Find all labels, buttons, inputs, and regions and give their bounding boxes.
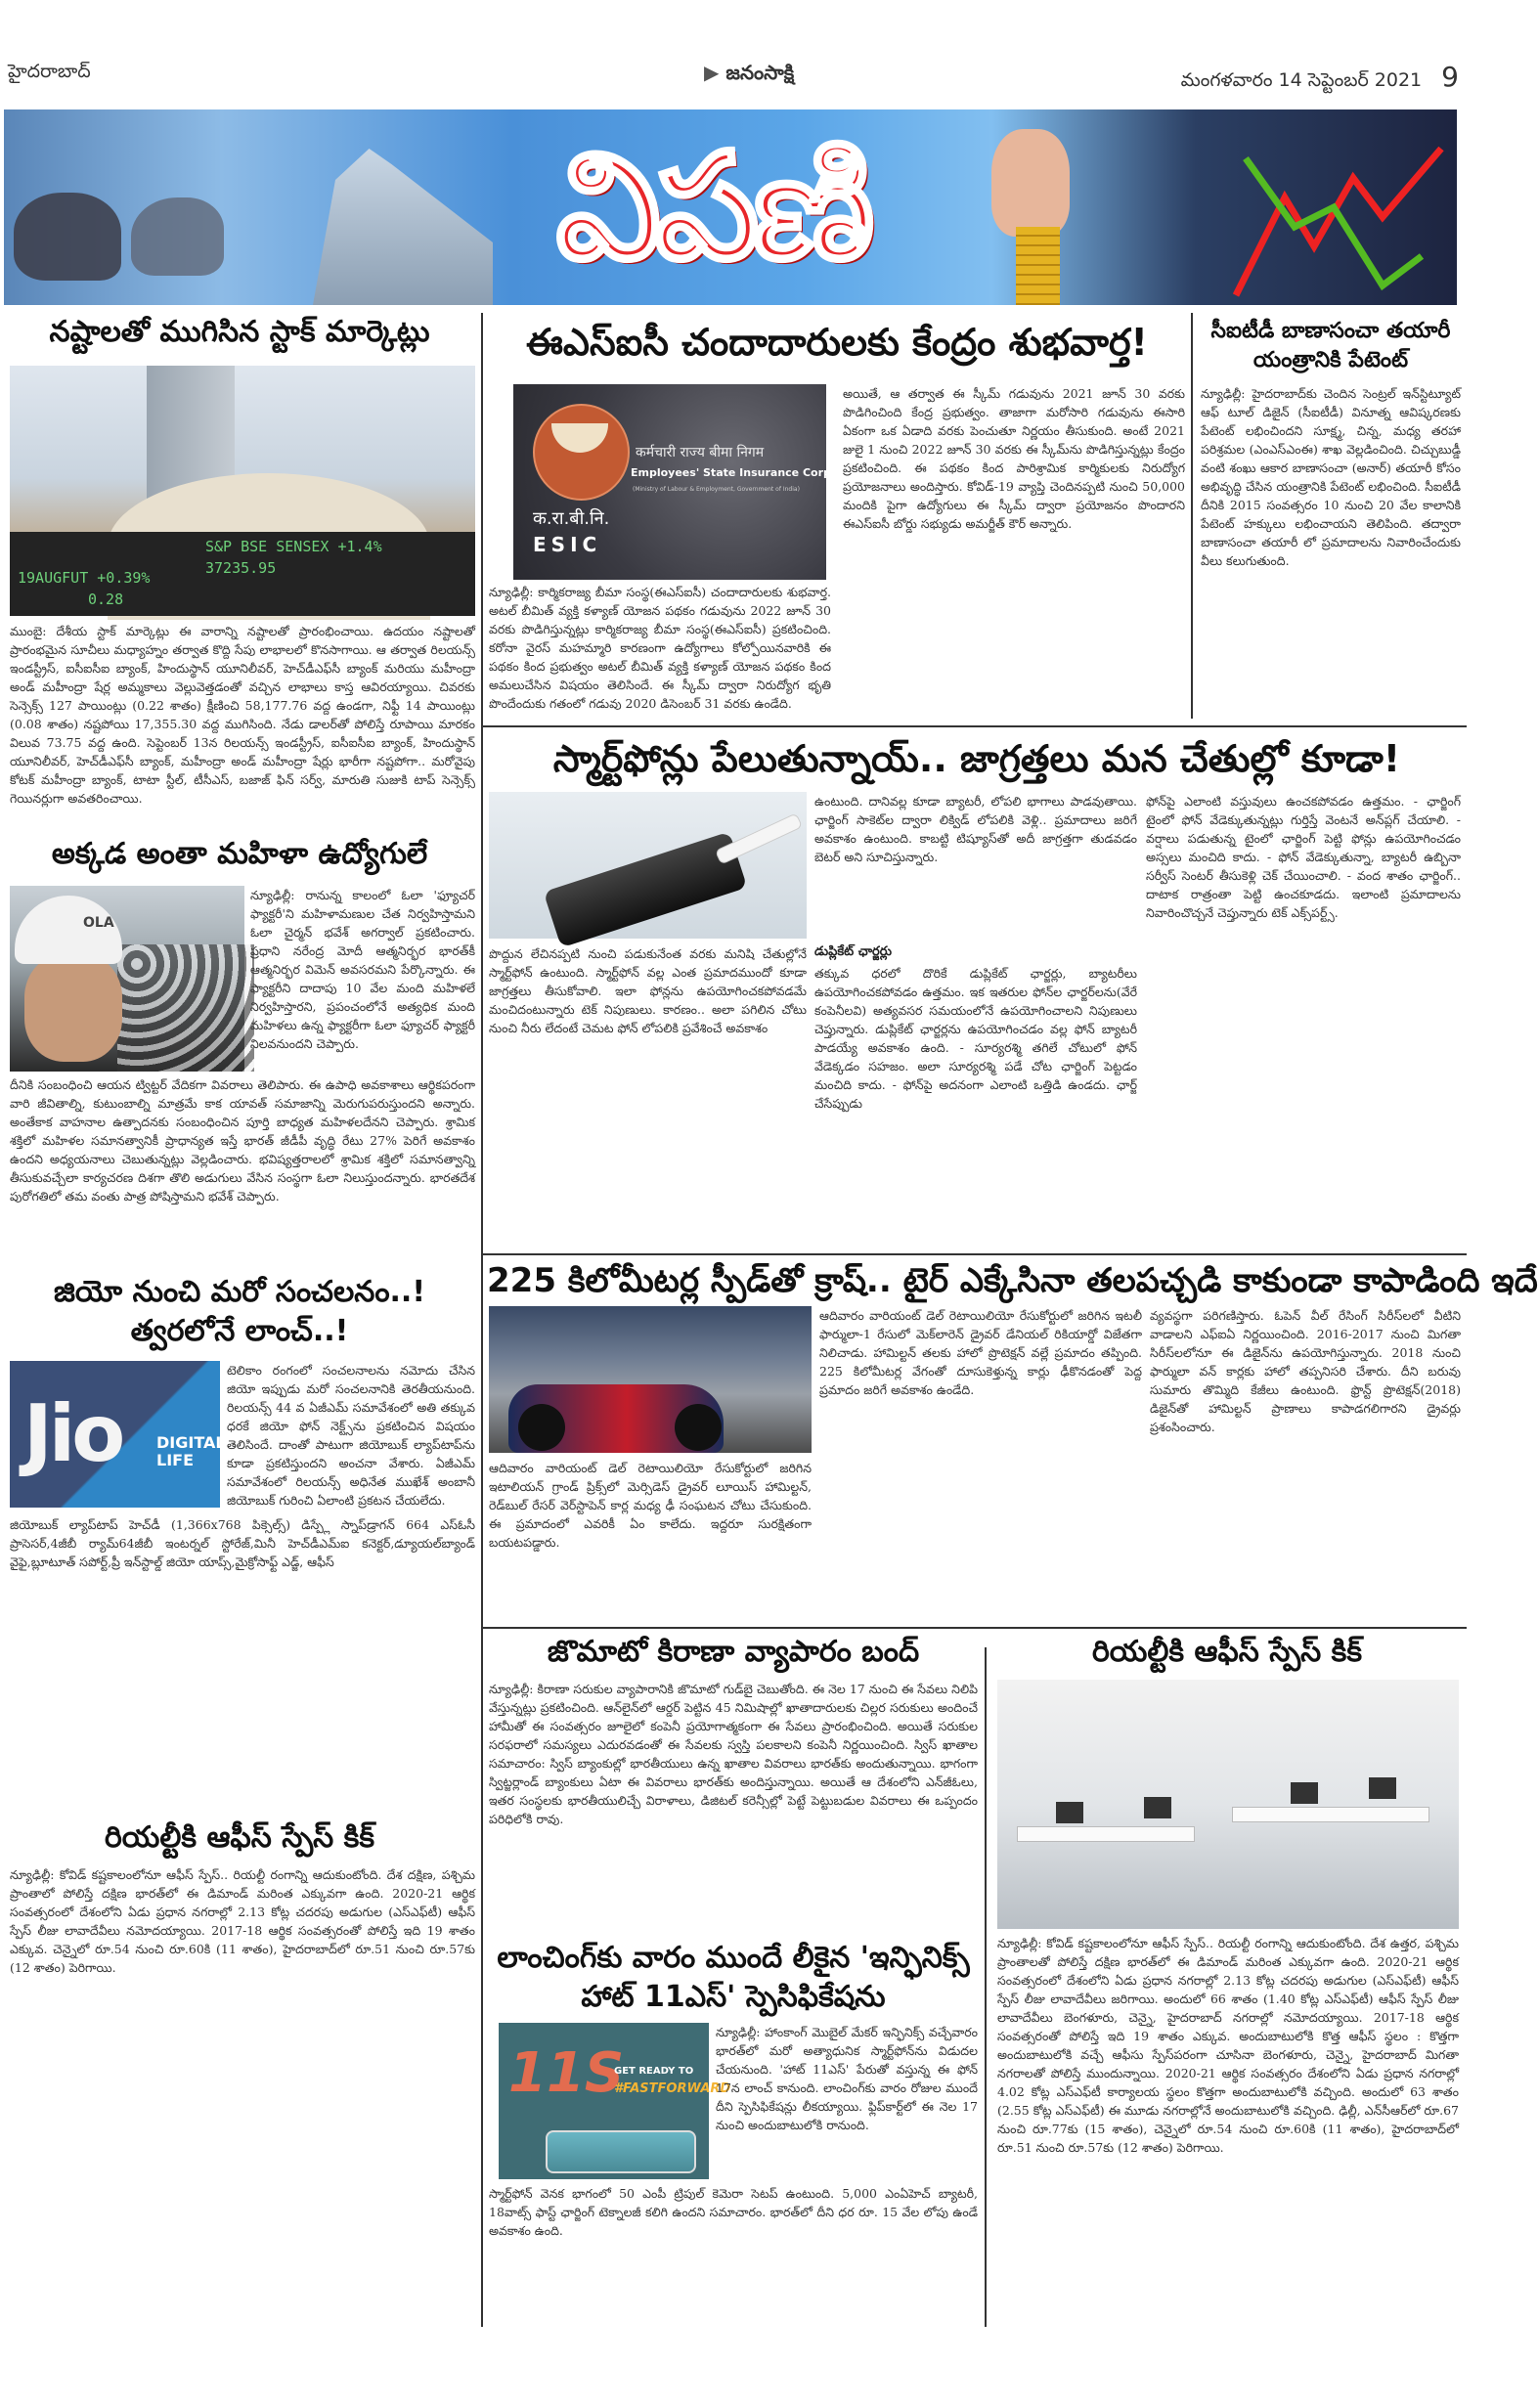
infinix-ad-image <box>499 2023 731 2179</box>
f1-body-col3: వ్యవస్థగా పరిగణిస్తారు. ఓపెన్ వీల్ రేసింగ్ సిరీస్‌లలో వీటిని వాడాలని ఎఫ్ఐఏ నిర్ణయించింది. 2016-2017 నుంచి మిగతా సిరీస్‌లలోనూ ఈ డిజైన్‌ను ఉపయోగిస్తున్నారు. 2018 నుంచి ఫార్ములా వన్ కార్లకు హాలో తప్పనిసరి చేశారు. దీని బరువు సుమారు తొమ్మిది కేజీలు ఉంటుంది. ఫ్రొన్ట్ ప్రొటెక్షన్(2018) డిజైన్‌తో హామిల్టన్ ప్రాణాలు కాపాడగలిగారని డ్రైవర్లు ప్రశంసించారు. <box>1150 1308 1461 1434</box>
esic-hindi-title: कर्मचारी राज्य बीमा निगम <box>636 445 765 460</box>
jio-body-right: టెలికాం రంగంలో సంచలనాలను నమోదు చేసిన జియో ఇప్పుడు మరో సంచలనానికి తెరతీయనుంది. రిలయన్స్ 44 వ ఏజీఎమ్ సమావేశంలో అతి తక్కువ ధరకే జియో ఫోన్ నెక్ట్స్‌ను ప్రకటించిన విషయం తెలిసిందే. దాంతో పాటుగా జియోబుక్ ల్యాప్‌టాప్‌ను కూడా ప్రకటిస్తుందని అంచనా వేశారు. ఏజీఎమ్ సమావేశంలో రిలయన్స్ అధినేత ముఖేశ్ అంబానీ జియోబుక్ గురించి ఏలాంటి ప్రకటన చేయలేదు. <box>227 1363 475 1508</box>
esic-english-title: Employees' State Insurance Corporation <box>631 466 875 479</box>
zomato-body: న్యూఢిల్లీ: కిరాణా సరుకుల వ్యాపారానికి జొమాటో గుడ్‌బై చెబుతోంది. ఈ నెల 17 నుంచి ఈ సేవలు నిలిపి వేస్తున్నట్లు ప్రకటించింది. ఆన్‌లైన్‌లో ఆర్డర్ పెట్టిన 45 నిమిషాల్లో ఖాతాదారులకు చిల్లర సరుకులు అందించే హామీతో ఈ సంవత్సరం జూలైలో కంపెనీ ప్రయోగాత్మకంగా ఈ సేవలు ప్రారంభించింది. అయితే సరుకుల సరఫరాలో సమస్యలు ఎదురవడంతో ఈ సేవలకు స్వస్తి పలకాలని కంపెనీ నిర్ణయించింది. స్విస్ ఖాతాల సమాచారం: స్విస్ బ్యాంకుల్లో భారతీయులు ఉన్న ఖాతాల వివరాలు భారత్‌కు అందుతున్నాయి. భాగంగా స్విట్జర్లాండ్ బ్యాంకులు ఏటా ఈ వివరాలు భారత్‌కు అందిస్తున్నాయి. అయితే ఆ దేశంలోని ఎన్‌జీఓలు, ఇతర సంస్థలకు భారతీయులిచ్చే విరాళాలు, డిజిటల్ కరెన్సీల్లో పెట్టే పెట్టుబడుల వివరాలు ఈ ఒప్పందం పరిధిలోకి రావు. <box>489 1682 978 1826</box>
bear-icon <box>131 197 224 276</box>
phone-charging-photo <box>489 792 807 939</box>
ticker-text: S&P BSE SENSEX +1.4% <box>205 538 382 555</box>
market-arrows-icon <box>1226 139 1451 305</box>
smartphone-subhead: డుప్లికేట్ ఛార్జర్లు <box>814 944 892 959</box>
infinix-body-right: న్యూఢిల్లీ: హాంకాంగ్ మొబైల్ మేకర్ ఇన్ఫినిక్స్ వచ్చేవారం భారత్‌లో మరో అత్యాధునిక స్మార్ట్‌ఫోన్‌ను విడుదల చేయనుంది. 'హాట్ 11ఎస్' పేరుతో వస్తున్న ఈ ఫోన్ 17న లాంచ్ కానుంది. లాంచింగ్‌కు వారం రోజుల ముందే దీని స్పెసిఫికేషన్లు లీకయ్యాయి. ఫ్లిప్‌కార్ట్‌లో ఈ నెల 17 నుంచి అందుబాటులోకి రానుంది. <box>716 2025 978 2132</box>
ola-headline: అక్కడ అంతా మహిళా ఉద్యోగులే <box>51 837 428 871</box>
bull-icon <box>14 193 121 281</box>
infinix-ad-line-2: #FASTFORWARD <box>614 2081 731 2096</box>
smartphone-body-col3: ఫోన్‌పై ఎలాంటి వస్తువులు ఉంచకపోవడం ఉత్తమం. - ఛార్జింగ్ టైంలో ఫోన్ వేడెక్కుతున్నట్లు గుర్తిస్తే వెంటనే అన్‌ప్లగ్ చేయాలి. - వర్షాలు పడుతున్న టైంలో ఛార్జింగ్ పెట్టి ఫోన్లు ఉపయోగించడం అస్సలు మంచిది కాదు. - ఫోన్ వేడెక్కుతున్నా, బ్యాటరీ ఉబ్బినా సర్వీస్ సెంటర్ తీసుకెళ్లి చెక్ చేయించాలి. - వంద శాతం ఛార్జింగ్.. దాటాక రాత్రంతా పెట్టి ఉంచకూడదు. ఇలాంటి ప్రమాదాలను నివారించొచ్చనే చెప్తున్నారు టెక్ ఎక్స్‌పర్ట్స్. <box>1146 794 1461 920</box>
column-rule-1 <box>481 313 483 2327</box>
smartphone-headline: స్మార్ట్‌ఫోన్లు పేలుతున్నాయ్.. జాగ్రత్తలు మన చేతుల్లో కూడా! <box>552 737 1401 780</box>
smartphone-body-col2b: తక్కువ ధరలో దొరికే డుప్లికేట్ ఛార్జర్లు, బ్యాటరీలు ఉపయోగించకపోవడం ఉత్తమం. ఇక ఇతరుల ఫోన్‌ల ఛార్జర్‌లను(వేరే కంపెనీలవి) అత్యవసర సమయంలోనే ఉపయోగించాలని నిపుణులు చెప్తున్నారు. డుప్లికేట్ ఛార్జర్లను ఉపయోగించడం వల్ల ఫోన్ బ్యాటరీ పాడయ్యే అవకాశం ఉంది. - సూర్యరశ్మి తగిలే చోటులో ఫోన్ వేడెక్కడం సహజం. అలా సూర్యరశ్మి పడే చోట ఛార్జింగ్ పెట్టడం మంచిది కాదు. - ఫోన్‌పై అదనంగా ఎలాంటి ఒత్తిడి ఉండదు. ఛార్జ్ చేసేప్పుడు <box>814 966 1137 1111</box>
f1-crash-photo <box>489 1306 812 1453</box>
infinix-headline-1: లాంచింగ్‌కు వారం ముందే లీకైన 'ఇన్ఫినిక్స్ <box>497 1941 970 1975</box>
masthead-date: మంగళవారం 14 సెప్టెంబర్ 2021 <box>1180 69 1423 91</box>
esic-body-left: న్యూఢిల్లీ: కార్మికరాజ్య బీమా సంస్థ(ఈఎస్ఐసీ) చందాదారులకు శుభవార్త. అటల్ బీమిత్ వ్యక్తి కళ్యాణ్ యోజన పథకం గడువును 2022 జూన్ 30 వరకు పొడిగిస్తున్నట్లు కార్మికరాజ్య బీమా సంస్థ(ఈఎస్ఐసీ) ప్రకటించింది. కరోనా వైరస్ మహమ్మారి కారణంగా ఉద్యోగాలు కోల్పోయినవారికి ఈ పథకం కింద ప్రభుత్వం అటల్ బీమిత్ వ్యక్తి కళ్యాణ్ యోజన పథకం కింద అమలుచేసిన విషయం తెలిసిందే. ఈ స్కీమ్ ద్వారా నిరుద్యోగ భృతి పొందేందుకు గతంలో గడువు 2020 డిసెంబర్ 31 వరకు ఉండేది. <box>489 585 831 711</box>
realty-right-headline: రియల్టీకి ఆఫీస్ స్పేస్ కిక్ <box>1092 1635 1362 1669</box>
esic-abbr-hindi: क.रा.बी.नि. <box>533 508 610 529</box>
ticker-text: 37235.95 <box>205 559 277 577</box>
jio-tagline-2: LIFE <box>156 1451 195 1469</box>
monitor-image <box>1291 1782 1318 1804</box>
jio-logo: Jio <box>23 1388 122 1479</box>
f1-body-col2: ఆదివారం వారియంట్ డెల్ రెటాయిలియో రేసుకోర్టులో జరిగిన ఇటలీ ఫార్ములా-1 రేసులో మెక్‌లారెన్ డ్రైవర్ డేనియల్ రికియార్డో విజేతగా నిలిచాడు. హామిల్టన్ తలకు హాలో ప్రొటెక్షన్ వల్లే ప్రమాదం తప్పింది. 225 కిలోమీటర్ల వేగంతో దూసుకెళ్తున్న కార్లు ఢీకొనడంతో పెద్ద ప్రమాదం జరిగే అవకాశం ఉండేది. <box>819 1308 1142 1397</box>
cittd-headline-2: యంత్రానికి పేటెంట్ <box>1252 348 1409 372</box>
section-divider <box>483 1253 1467 1255</box>
ola-helmet-label: OLA <box>83 915 114 931</box>
jio-tagline-1: DIGITAL <box>156 1433 226 1452</box>
bse-photo <box>10 366 475 616</box>
smartphone-body-col2: ఉంటుంది. దానివల్ల కూడా బ్యాటరీ, లోపలి భాగాలు పాడవుతాయి. ఛార్జింగ్ సాకెట్‌ల ద్వారా లిక్విడ్ లోపలికి వెళ్లి.. ప్రమాదాలు జరిగే అవకాశం ఉంటుంది. కాబట్టి టిష్యూస్‌తో అదీ జాగ్రత్తగా తుడవడం బెటర్ అని సూచిస్తున్నారు. <box>814 794 1137 864</box>
page-number: 9 <box>1441 61 1459 93</box>
office-photo <box>997 1680 1459 1929</box>
coin-stack-icon <box>1016 227 1060 305</box>
lamp-icon <box>551 423 608 453</box>
ticker-text: 19AUGFUT +0.39% <box>18 569 151 587</box>
cittd-body: న్యూఢిల్లీ: హైదరాబాద్‌కు చెందిన సెంట్రల్ ఇన్‌స్టిట్యూట్ ఆఫ్ టూల్ డిజైన్ (సీఐటీడీ) వినూత్న ఆవిష్కరణకు పేటెంట్ లభించిందని సూక్ష్మ, చిన్న, మధ్య తరహా పరిశ్రమల (ఎంఎస్ఎంఈ) శాఖ వెల్లడించింది. చిచ్చుబుడ్డీ వంటి శంఖు ఆకార బాణాసంచా (అనార్) తయారీ కోసం అభివృద్ధి చేసిన యంత్రానికి పేటెంట్ లభించింది. సీఐటీడీ దీనికి 2015 సంవత్సరం 10 నుంచి 20 వేల కాలానికి పేటెంట్ హక్కులు లభించాయని తెలిపింది. తద్వారా బాణాసంచా తయారీ లో ప్రమాదాలను నివారించేందుకు వీలు కలుగుతుంది. <box>1201 386 1461 568</box>
f1-body-col1: ఆదివారం వారియంట్ డెల్ రెటాయిలియో రేసుకోర్టులో జరిగిన ఇటాలియన్ గ్రాండ్ ప్రిక్స్‌లో మెర్సిడెస్ డ్రైవర్ లూయిస్ హామిల్టన్, రెడ్‌బుల్ రేసర్ వెర్‌స్టాపెన్ కార్ల మధ్య ఢీ సంఘటన చోటు చేసుకుంది. ఈ ప్రమాదంలో ఎవరికీ ఏం కాలేదు. ఇద్దరూ సురక్షితంగా బయటపడ్డారు. <box>489 1461 812 1550</box>
bse-building-image <box>268 149 493 305</box>
ola-body-right: న్యూఢిల్లీ: రానున్న కాలంలో ఓలా 'ఫ్యూచర్ ఫ్యాక్టరీ'ని మహిళామణుల చేత నిర్వహిస్తామని ఓలా చైర్మన్ భవేశ్ అగర్వాల్ ప్రకటించారు. ప్రధాని నరేంద్ర మోదీ ఆత్మనిర్భర భారత్‌కీ ఆత్మనిర్భర విమెన్ అవసరమని పేర్కొన్నారు. ఈ ఫ్యాక్టరీని దాదాపు 10 వేల మంది మహిళలే నిర్వహిస్తారని, ప్రపంచంలోనే అత్యధిక మంది మహిళలు ఉన్న ఫ్యాక్టరీగా ఓలా ఫ్యూచర్ ఫ్యాక్టరీ నిలవనుందని చెప్పారు. <box>250 888 475 1051</box>
face-image <box>24 954 122 1062</box>
jio-headline-1: జియో నుంచి మరో సంచలనం..! <box>53 1275 426 1309</box>
infinix-headline-2: హాట్ 11ఎస్' స్పెసిఫికేషను <box>581 1980 886 2014</box>
column-rule-3 <box>985 1647 987 2327</box>
ticker-text: 0.28 <box>88 591 124 608</box>
f1-headline: 225 కిలోమీటర్ల స్పీడ్‌తో క్రాష్.. టైర్ ఎక్కేసినా తలపచ్చడి కాకుండా కాపాడింది ఇదే <box>487 1261 1538 1300</box>
esic-photo <box>513 384 875 580</box>
ola-photo <box>10 886 244 1072</box>
monitor-image <box>1056 1802 1083 1823</box>
paper-name: జనంసాక్షి <box>725 61 795 84</box>
monitor-image <box>1369 1777 1396 1799</box>
cittd-headline-1: సీఐటీడీ బాణాసంచా తయారీ <box>1210 319 1451 343</box>
realty-left-headline: రియల్టీకి ఆఫీస్ స్పేస్ కిక్ <box>105 1820 374 1855</box>
jio-body-below: జియోబుక్ ల్యాప్‌టాప్ హెచ్‌డీ (1,366x768 పిక్సెల్స్) డిస్ప్లే స్నాప్‌డ్రాగన్ 664 ఎస్ఓసీ ప్రాసెసర్,4జీబీ ర్యామ్‌64జీబీ ఇంటర్నల్ స్టోరేజ్,మినీ హెచ్‌డీఎమ్ఐ కనెక్టర్,డ్యూయల్‌బ్యాండ్ వైఫై,బ్లూటూత్ సపోర్ట్,ప్రీ ఇన్‌స్టాల్డ్ జియో యాప్స్,మైక్రోసాఫ్ట్ ఎడ్జ్, ఆఫీస్ <box>10 1517 475 1569</box>
realty-left-body: న్యూఢిల్లీ: కోవిడ్ కష్టకాలంలోనూ ఆఫీస్ స్పేస్.. రియల్టీ రంగాన్ని ఆదుకుంటోంది. దేశ దక్షిణ, పశ్చిమ ప్రాంతాలో పోలిస్తే దక్షిణ భారత్‌లో ఈ డిమాండ్ మరింత ఎక్కువగా ఉంది. 2020-21 ఆర్థిక సంవత్సరంలో దేశంలోని ఏడు ప్రధాన నగరాల్లో 2.13 కోట్ల చదరపు అడుగుల (ఎస్ఎఫ్‌టీ) ఆఫీస్ స్పేస్ లీజు లావాదేవీలు నమోదయ్యాయి. 2017-18 ఆర్థిక సంవత్సరంతో పోలిస్తే ఇది 19 శాతం ఎక్కువ. చెన్నైలో రూ.54 నుంచి రూ.60కి (11 శాతం), హైదరాబాద్‌లో రూ.51 నుంచి రూ.57కు (12 శాతం) పెరిగాయి. <box>10 1867 475 1975</box>
wheel-image <box>675 1404 722 1451</box>
stock-market-headline: నష్టాలతో ముగిసిన స్టాక్ మార్కెట్లు <box>49 315 430 349</box>
esic-abbr-english: ESIC <box>533 533 602 556</box>
jio-tagline <box>156 1434 226 1469</box>
jio-photo <box>10 1361 226 1508</box>
infinix-phone-image <box>546 2130 696 2173</box>
desk-image <box>1232 1807 1429 1822</box>
infinix-11s-logo: 11S <box>508 2041 625 2105</box>
masthead-city: హైదరాబాద్ <box>8 61 91 82</box>
stock-market-body: ముంబై: దేశీయ స్టాక్ మార్కెట్లు ఈ వారాన్ని నష్టాలతో ప్రారంభించాయి. ఉదయం నష్టాలతో ప్రారంభమైన సూచీలు మధ్యాహ్నం తర్వాత కొద్ది సేపు లాభాలలో కొనసాగాయి. ఆ తర్వాత రిలయన్స్ ఇండస్ట్రీస్, ఐసీఐసీఐ బ్యాంక్, హిందుస్థాన్ యూనిలీవర్, హెచ్‌డీఎఫ్‌సీ బ్యాంక్ మరియు మహీంద్రా అండ్ మహీంద్రా షేర్ల అమ్మకాలు వెల్లువెత్తడంతో వచ్చిన లాభాలు కాస్త ఆవిరయ్యాయి. చివరకు సెన్సెక్స్ 127 పాయింట్లు (0.22 శాతం) క్షీణించి 58,177.76 వద్ద ఉండగా, నిఫ్టీ 14 పాయింట్లు (0.08 శాతం) నష్టపోయి 17,355.30 వద్ద ముగిసింది. నేడు డాలర్‌తో పోలిస్తే రూపాయి మారకం విలువ 73.75 వద్ద ఉంది. సెప్టెంబర్ 13న రిలయన్స్ ఇండస్ట్రీస్, ఐసీఐసీఐ బ్యాంక్, హిందుస్థాన్ యూనిలీవర్, హెచ్‌డీఎఫ్‌సీ బ్యాంక్, మహీంద్రా అండ్ మహీంద్రా షేర్లు భారీగా నష్టపోగా.. మరోవైపు కోటక్ మహీంద్రా బ్యాంక్, టాటా స్టీల్, టీసీఎస్, బజాజ్ ఫిన్ సర్వ్, మారుతి సుజుకి టాప్ సెన్సెక్స్ గెయినర్లుగా అవతరించాయి. <box>10 624 475 806</box>
monitor-image <box>1144 1797 1171 1818</box>
infinix-ad-line-1: GET READY TO <box>614 2066 694 2077</box>
desk-image <box>1017 1826 1195 1842</box>
esic-body-right: అయితే, ఆ తర్వాత ఈ స్కీమ్ గడువును 2021 జూన్ 30 వరకు పొడిగించింది కేంద్ర ప్రభుత్వం. తాజాగా మరోసారి గడువును ఈసారి ఏకంగా ఒక ఏడాది వరకు పెంచుతూ నిర్ణయం తీసుకుంది. అంటే 2021 జులై 1 నుంచి 2022 జూన్ 30 వరకు ఈ స్కీమ్‌ను పొడిగిస్తున్నట్లు కేంద్రం ప్రకటించింది. ఈ పథకం కింద పారిశ్రామిక కార్మికులకు నిరుద్యోగ ప్రయోజనాలు అందిస్తారు. కోవిడ్-19 వ్యాప్తి చెందినప్పటి నుంచి 50,000 మందికి పైగా ఉద్యోగులు ఈ స్కీమ్ ద్వారా ప్రయోజనం పొందారని ఈఎస్ఐసీ బోర్డు సభ్యుడు అమర్జీత్ కౌర్ అన్నారు. <box>843 386 1185 531</box>
realty-right-body: న్యూఢిల్లీ: కోవిడ్ కష్టకాలంలోనూ ఆఫీస్ స్పేస్.. రియల్టీ రంగాన్ని ఆదుకుంటోంది. దేశ ఉత్తర, పశ్చిమ ప్రాంతాలతో పోలిస్తే దక్షిణ భారత్‌లో ఈ డిమాండ్ మరింత ఎక్కువగా ఉంది. 2020-21 ఆర్థిక సంవత్సరంలో దేశంలోని ఏడు ప్రధాన నగరాల్లో 2.13 కోట్ల చదరపు అడుగుల (ఎస్ఎఫ్‌టీ) ఆఫీస్ స్పేస్ లీజు లావాదేవీలు జరిగాయి. అందులో 66 శాతం (1.40 కోట్ల ఎస్ఎఫ్‌టీ) ఆఫీస్ స్పేస్ లీజు లావాదేవీలు బెంగళూరు, చెన్నై, హైదరాబాద్ నగరాల్లో నమోదయ్యాయి. 2017-18 ఆర్థిక సంవత్సరంతో పోలిస్తే ఇది 19 శాతం ఎక్కువ. అందుబాటులోకి కొత్త ఆఫీస్ స్థలం : కొత్తగా అందుబాటులోకి వచ్చే ఆఫీసు స్పేస్‌పరంగా చూసినా బెంగళూరు, చెన్నై, హైదరాబాద్ మిగతా నగరాలతో పోలిస్తే ముందున్నాయి. 2020-21 ఆర్థిక సంవత్సరం దేశంలోని ఏడు ప్రధాన నగరాల్లో 4.02 కోట్ల ఎస్ఎఫ్‌టీ కార్యాలయ స్థలం కొత్తగా అందుబాటులోకి వచ్చింది. అందులో 63 శాతం (2.55 కోట్ల ఎస్ఎఫ్‌టీ) ఈ మూడు నగరాల్లోనే అందుబాటులోకి వచ్చింది. ఢిల్లీ, ఎన్‌సీఆర్‌లో రూ.67 నుంచి రూ.77కు (15 శాతం), చెన్నైలో రూ.54 నుంచి రూ.60కి (11 శాతం), హైదరాబాద్‌లో రూ.51 నుంచి రూ.57కు (12 శాతం) పెరిగాయి. <box>997 1936 1459 2155</box>
esic-logo-icon <box>533 404 630 501</box>
section-divider <box>483 725 1467 727</box>
section-title: విపణి <box>556 122 869 292</box>
wheel-image <box>518 1404 565 1451</box>
jio-headline-2: త్వరలోనే లాంచ్..! <box>130 1314 349 1348</box>
ola-body-below: దీనికి సంబంధించి ఆయన ట్విట్టర్ వేదికగా వివరాలు తెలిపారు. ఈ ఉపాధి అవకాశాలు ఆర్థికపరంగా వారి జీవితాల్ని, కుటుంబాల్ని మాత్రమే కాక యావత్ సమాజాన్ని మెరుగుపరుస్తుందని అన్నారు. అంతేకాక వాహనాల ఉత్పాదనకు సంబంధించిన పూర్తి బాధ్యత మహిళలదేనని చెప్పారు. శ్రామిక శక్తిలో మహిళల సమానత్వానికీ ప్రాధాన్యత ఇస్తే భారత్ జీడీపీ వృద్ధి రేటు 27% పెరిగే అవకాశం ఉందని అధ్యయనాలు చెబుతున్నట్లు వెల్లడించారు. భవిష్యత్తరాలలో శ్రామిక శక్తిలో సమానత్వాన్ని తీసుకువచ్చేలా కార్యచరణ దిశగా తొలి అడుగులు వేసిన సంస్థగా ఓలా నిలుస్తుందన్నారు. భారతదేశ పురోగతిలో తమ వంతు పాత్ర పోషిస్తామని భవేశ్ చెప్పారు. <box>10 1077 475 1204</box>
hand-image <box>991 129 1070 237</box>
zomato-headline: జొమాటో కిరాణా వ్యాపారం బంద్ <box>547 1635 920 1669</box>
esic-ministry: (Ministry of Labour & Employment, Government of India) <box>633 486 800 493</box>
crowd-image <box>117 944 254 1072</box>
section-divider <box>483 1627 1467 1629</box>
section-banner <box>4 109 1457 305</box>
column-rule-2 <box>1191 313 1193 719</box>
esic-headline: ఈఎస్ఐసీ చందాదారులకు కేంద్రం శుభవార్త! <box>526 321 1148 364</box>
infinix-body-below: స్మార్ట్‌ఫోన్ వెనక భాగంలో 50 ఎంపీ ట్రిపుల్ కెమెరా సెటప్ ఉంటుంది. 5,000 ఎంఏహెచ్ బ్యాటరీ, 18వాట్స్ ఫాస్ట్ ఛార్జింగ్ టెక్నాలజీ కలిగి ఉందని సమాచారం. భారత్‌లో దీని ధర రూ. 15 వేల లోపు ఉండే అవకాశం ఉంది. <box>489 2186 978 2238</box>
masthead-paper-name <box>704 61 794 89</box>
paper-logo-icon: ▶ <box>704 61 720 84</box>
smartphone-body-col1: పొద్దున లేచినప్పటి నుంచి పడుకునేంత వరకు మనిషి చేతుల్లోనే స్మార్ట్‌ఫోన్ ఉంటుంది. స్మార్ట్‌ఫోన్ వల్ల ఎంత ప్రమాదముందో కూడా జాగ్రత్తలు తీసుకోవాలి. ఇలా ఫోన్లను ఉపయోగించకపోవడమే మంచిదంటున్నారు టెక్ నిపుణులు. కారణం.. అలా పగిలిన చోటు నుంచి నీరు లేదంటే చెమట ఫోన్ లోపలికి ప్రవేశించే అవకాశం <box>489 946 807 1035</box>
ticker-board <box>10 532 475 616</box>
masthead-date-block <box>1181 61 1459 96</box>
